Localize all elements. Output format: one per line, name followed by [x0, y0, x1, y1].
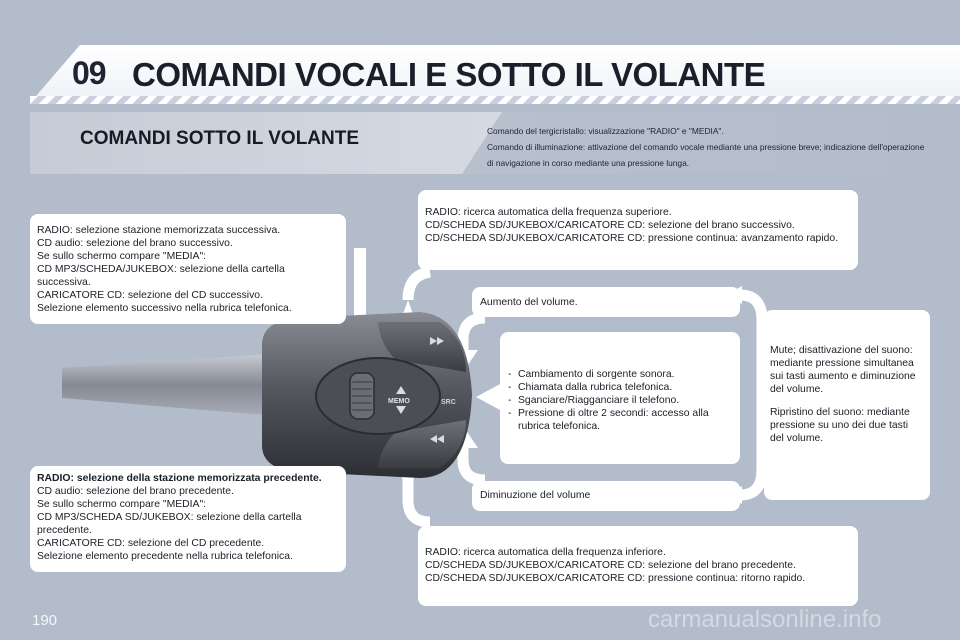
intro-line-2: Comando di illuminazione: attivazione del comando vocale mediante una pressione breve; indicazione dell'operazione di navigazione in corso mediante una pressione lunga.: [487, 142, 925, 168]
chapter-number: 09: [72, 55, 106, 91]
source-functions-list: - Cambiamento di sorgente sonora. - Chiamata dalla rubrica telefonica. - Sganciare/Riagganciare il telefono. - Pressione di oltre 2 secondi: accesso alla rubrica telefonica.: [506, 368, 734, 433]
intro-line-1: Comando del tergicristallo: visualizzazione "RADIO" e "MEDIA".: [487, 126, 724, 136]
watermark: carmanualsonline.info: [648, 606, 882, 633]
callout-volume-up: Aumento del volume.: [472, 287, 740, 317]
src-label: SRC: [441, 399, 456, 406]
stalk-face: [316, 358, 440, 434]
callout-next-preset: RADIO: selezione stazione memorizzata successiva. CD audio: selezione del brano successivo. Se sullo schermo compare "MEDIA": CD MP3/SCHEDA/JUKEBOX: selezione della cartella successiva. CARICATORE CD: selezione del CD successivo. Selezione elemento successivo nella rubrica telefonica.: [30, 214, 346, 324]
callout-seek-down: RADIO: ricerca automatica della frequenza inferiore. CD/SCHEDA SD/JUKEBOX/CARICATORE CD: selezione del brano precedente. CD/SCHEDA SD/JUKEBOX/CARICATORE CD: pressione continua: ritorno rapido.: [418, 526, 858, 606]
arrow-top-right-curve: [408, 272, 430, 300]
arrow-volup-curve: [463, 318, 485, 355]
callout-seek-up: RADIO: ricerca automatica della frequenza superiore. CD/SCHEDA SD/JUKEBOX/CARICATORE CD: selezione del brano successivo. CD/SCHEDA SD/JUKEBOX/CARICATORE CD: pressione continua: avanzamento rapido.: [418, 190, 858, 270]
arrow-head-src: [476, 384, 500, 410]
page-number: 190: [32, 612, 58, 629]
callout-source: [500, 332, 740, 464]
callout-previous-preset: RADIO: selezione della stazione memorizzata precedente. CD audio: selezione del brano precedente. Se sullo schermo compare "MEDIA": CD MP3/SCHEDA SD/JUKEBOX: selezione della cartella precedente. CARICATORE CD: selezione del CD precedente. Selezione elemento precedente nella rubrica telefonica.: [30, 466, 346, 572]
callout-mute: Mute; disattivazione del suono: mediante pressione simultanea sui tasti aumento e diminuzione del volume. Ripristino del suono: mediante pressione su uno dei due tasti del volume.: [764, 310, 930, 500]
section-title: COMANDI SOTTO IL VOLANTE: [80, 128, 360, 149]
page-title: COMANDI VOCALI E SOTTO IL VOLANTE: [132, 56, 766, 93]
callout-volume-down: Diminuzione del volume: [472, 481, 740, 511]
memo-label: MEMO: [388, 398, 410, 405]
arrow-right-bracket: [740, 295, 762, 495]
